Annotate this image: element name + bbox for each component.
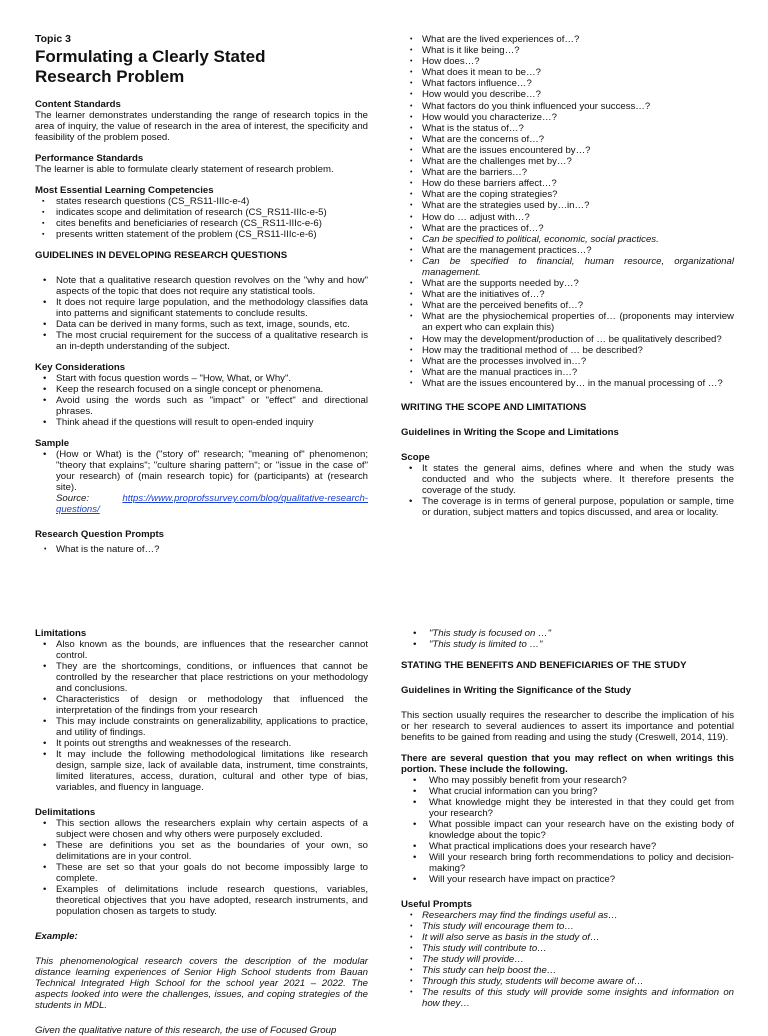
list-item: • What are the manual practices in…? xyxy=(401,367,734,378)
list-item: • What factors do you think influenced your success…? xyxy=(401,101,734,112)
list-item: • What are the physiochemical properties of… (proponents may interview an expert who can explain this) xyxy=(401,311,734,333)
list-item: • Start with focus question words – "How, What, or Why". xyxy=(35,373,368,384)
left-column-bottom xyxy=(35,628,368,1036)
melc-list xyxy=(35,196,368,240)
list-item: ▪ cites benefits and beneficiaries of research (CS_RS11-IIIc-e-6) xyxy=(35,218,368,229)
list-item: • These are definitions you set as the boundaries of your own, so delimitations are in your control. xyxy=(35,840,368,862)
list-item: • Can be specified to financial, human resource, organizational management. xyxy=(401,256,734,278)
list-item: • What factors influence…? xyxy=(401,78,734,89)
list-item: ▪ indicates scope and delimitation of research (CS_RS11-IIIc-e-5) xyxy=(35,207,368,218)
sample-text: (How or What) is the ("story of" research; "meaning of" phenomenon; "theory that explains"; "culture sharing pattern"; or "issue in the case of" your research) of (main research topic) for (participants) at (research site). xyxy=(56,449,368,493)
list-item: • What are the issues encountered by…? xyxy=(401,145,734,156)
sample-heading: Sample xyxy=(35,438,70,449)
melc-heading: Most Essential Learning Competencies xyxy=(35,185,214,196)
list-item: • What is the status of…? xyxy=(401,123,734,134)
list-item: • What are the concerns of…? xyxy=(401,134,734,145)
list-item: • What are the coping strategies? xyxy=(401,189,734,200)
scope-limitations-subheading: Guidelines in Writing the Scope and Limitations xyxy=(401,427,619,438)
list-item: • How would you characterize…? xyxy=(401,112,734,123)
list-item: • This section allows the researchers explain why certain aspects of a subject were chosen and why others were purposely excluded. xyxy=(35,818,368,840)
list-item: • What is the nature of…? xyxy=(35,544,368,555)
limitations-list xyxy=(35,639,368,793)
list-item: • What are the processes involved in…? xyxy=(401,356,734,367)
study-lines-list xyxy=(401,628,734,650)
useful-prompts-heading: Useful Prompts xyxy=(401,899,472,910)
list-item: • Who may possibly benefit from your research? xyxy=(401,775,734,786)
key-considerations-list xyxy=(35,373,368,428)
list-item: • Avoid using the words such as "impact" or "effect" and directional phrases. xyxy=(35,395,368,417)
list-item: • How does…? xyxy=(401,56,734,67)
list-item: • How do … adjust with…? xyxy=(401,212,734,223)
list-item: • What are the supports needed by…? xyxy=(401,278,734,289)
list-item: • How may the development/production of … be qualitatively described? xyxy=(401,334,734,345)
list-item: • What are the practices of…? xyxy=(401,223,734,234)
list-item: • Will your research have impact on practice? xyxy=(401,874,734,885)
page-title-line2: Research Problem xyxy=(35,67,185,86)
list-item: • What are the perceived benefits of…? xyxy=(401,300,734,311)
list-item: • The results of this study will provide some insights and information on how they… xyxy=(401,987,734,1009)
list-item: • They are the shortcomings, conditions, or influences that cannot be controlled by the researcher that place restrictions on your methodology and conclusions. xyxy=(35,661,368,694)
benefits-subheading: Guidelines in Writing the Significance of the Study xyxy=(401,685,632,696)
prompts-left-list xyxy=(35,544,368,555)
prompts-left-heading: Research Question Prompts xyxy=(35,529,165,540)
delimitations-list xyxy=(35,818,368,917)
list-item: • Will your research bring forth recommendations to policy and decision-making? xyxy=(401,852,734,874)
list-item: • What is it like being…? xyxy=(401,45,734,56)
topic-label: Topic 3 xyxy=(35,33,71,45)
list-item: • What crucial information can you bring? xyxy=(401,786,734,797)
list-item: • The most crucial requirement for the success of a qualitative research is an in-depth understanding of the subject. xyxy=(35,330,368,352)
list-item: • It states the general aims, defines where and when the study was conducted and who the subjects where. It therefore presents the coverage of the study. xyxy=(401,463,734,496)
list-item: • Characteristics of design or methodology that influenced the interpretation of the findings from your research xyxy=(35,694,368,716)
list-item: • Can be specified to political, economic, social practices. xyxy=(401,234,734,245)
right-column-top xyxy=(401,34,734,518)
scope-list xyxy=(401,463,734,518)
list-item: • What practical implications does your research have? xyxy=(401,841,734,852)
list-item: • This study will encourage them to… xyxy=(401,921,734,932)
list-item: • This study will contribute to… xyxy=(401,943,734,954)
list-item: • What possible impact can your research have on the existing body of knowledge about the topic? xyxy=(401,819,734,841)
performance-standards-text: The learner is able to formulate clearly statement of research problem. xyxy=(35,164,334,175)
list-item: • What are the lived experiences of…? xyxy=(401,34,734,45)
list-item: • What are the issues encountered by… in the manual processing of …? xyxy=(401,378,734,389)
list-item: • It may include the following methodological limitations like research design, sample size, lack of available data, instrument, time constraints, limited literatures, access, duration, cultural and other type of bias, variables, and fluency in language. xyxy=(35,749,368,793)
source-label: Source: xyxy=(56,493,90,504)
list-item: • It will also serve as basis in the study of… xyxy=(401,932,734,943)
list-item: • This may include constraints on generalizability, applications to practice, and utility of findings. xyxy=(35,716,368,738)
guidelines-list xyxy=(35,275,368,352)
list-item: • How do these barriers affect…? xyxy=(401,178,734,189)
example-text: This phenomenological research covers the description of the modular distance learning experiences of Senior High School students from Bauan Technical Integrated High School for the school year 2021 – 2022. The aspects looked into were the challenges, issues, and coping strategies of the students in MDL. xyxy=(35,956,368,1011)
list-item: • What are the management practices…? xyxy=(401,245,734,256)
page-title-line1: Formulating a Clearly Stated xyxy=(35,47,266,66)
benefits-text: This section usually requires the researcher to describe the implication of his or her research to several audiences to assert its importance and potential benefits to be gained from reading and using the study (Creswell, 2014, 119). xyxy=(401,710,734,743)
performance-standards-heading: Performance Standards xyxy=(35,153,144,164)
list-item: • "This study is limited to …" xyxy=(401,639,734,650)
list-item: • This study can help boost the… xyxy=(401,965,734,976)
left-column-top xyxy=(35,34,368,555)
benefits-questions-list xyxy=(401,775,734,885)
list-item: ▪ states research questions (CS_RS11-IIIc-e-4) xyxy=(35,196,368,207)
list-item: • The study will provide… xyxy=(401,954,734,965)
list-item: • Think ahead if the questions will result to open-ended inquiry xyxy=(35,417,368,428)
list-item: • These are set so that your goals do not become impossibly large to complete. xyxy=(35,862,368,884)
key-considerations-heading: Key Considerations xyxy=(35,362,126,373)
scope-heading: Scope xyxy=(401,452,430,463)
delimitations-heading: Delimitations xyxy=(35,807,96,818)
list-item: • Researchers may find the findings useful as… xyxy=(401,910,734,921)
list-item: • What are the challenges met by…? xyxy=(401,156,734,167)
sample-list xyxy=(35,449,368,515)
prompts-right-list xyxy=(401,34,734,389)
right-column-bottom xyxy=(401,628,734,1009)
list-item: • Also known as the bounds, are influences that the researcher cannot control. xyxy=(35,639,368,661)
list-item: • What are the initiatives of…? xyxy=(401,289,734,300)
scope-limitations-heading: WRITING THE SCOPE AND LIMITATIONS xyxy=(401,402,587,413)
list-item: • What knowledge might they be interested in that they could get from your research? xyxy=(401,797,734,819)
example-cutoff-text: Given the qualitative nature of this research, the use of Focused Group xyxy=(35,1025,337,1036)
content-standards-text: The learner demonstrates understanding the range of research topics in the area of inquiry, the value of research in the area of interest, the specificity and feasibility of the problem posed. xyxy=(35,110,368,143)
source-link[interactable]: https://www.proprofssurvey.com/blog/qualitative-research-questions/ xyxy=(56,493,368,515)
benefits-heading: STATING THE BENEFITS AND BENEFICIARIES OF THE STUDY xyxy=(401,660,687,671)
list-item: • What are the barriers…? xyxy=(401,167,734,178)
list-item: • It does not require large population, and the methodology classifies data into patterns and significant statements to conclude results. xyxy=(35,297,368,319)
useful-prompts-list xyxy=(401,910,734,1009)
limitations-heading: Limitations xyxy=(35,628,87,639)
content-standards-heading: Content Standards xyxy=(35,99,121,110)
list-item: • What does it mean to be…? xyxy=(401,67,734,78)
list-item: • Data can be derived in many forms, such as text, image, sounds, etc. xyxy=(35,319,368,330)
list-item: • The coverage is in terms of general purpose, population or sample, time or duration, subject matters and topics discussed, and area or locality. xyxy=(401,496,734,518)
list-item: • Examples of delimitations include research questions, variables, theoretical objectives that you have adopted, research instruments, and population chosen as targets to study. xyxy=(35,884,368,917)
list-item xyxy=(35,449,368,515)
guidelines-heading: GUIDELINES IN DEVELOPING RESEARCH QUESTIONS xyxy=(35,250,288,261)
list-item: • It points out strengths and weaknesses of the research. xyxy=(35,738,368,749)
list-item: • How may the traditional method of … be described? xyxy=(401,345,734,356)
list-item: • Through this study, students will become aware of… xyxy=(401,976,734,987)
page-title xyxy=(35,47,368,87)
benefits-questions-intro: There are several question that you may reflect on when writings this portion. These include the following. xyxy=(401,753,734,775)
list-item: • How would you describe…? xyxy=(401,89,734,100)
list-item: • "This study is focused on …" xyxy=(401,628,734,639)
list-item: • Note that a qualitative research question revolves on the "why and how" aspects of the topic that does not require any statistical tools. xyxy=(35,275,368,297)
list-item: ▪ presents written statement of the problem (CS_RS11-IIIc-e-6) xyxy=(35,229,368,240)
list-item: • Keep the research focused on a single concept or phenomena. xyxy=(35,384,368,395)
list-item: • What are the strategies used by…in…? xyxy=(401,200,734,211)
example-heading: Example: xyxy=(35,931,78,942)
